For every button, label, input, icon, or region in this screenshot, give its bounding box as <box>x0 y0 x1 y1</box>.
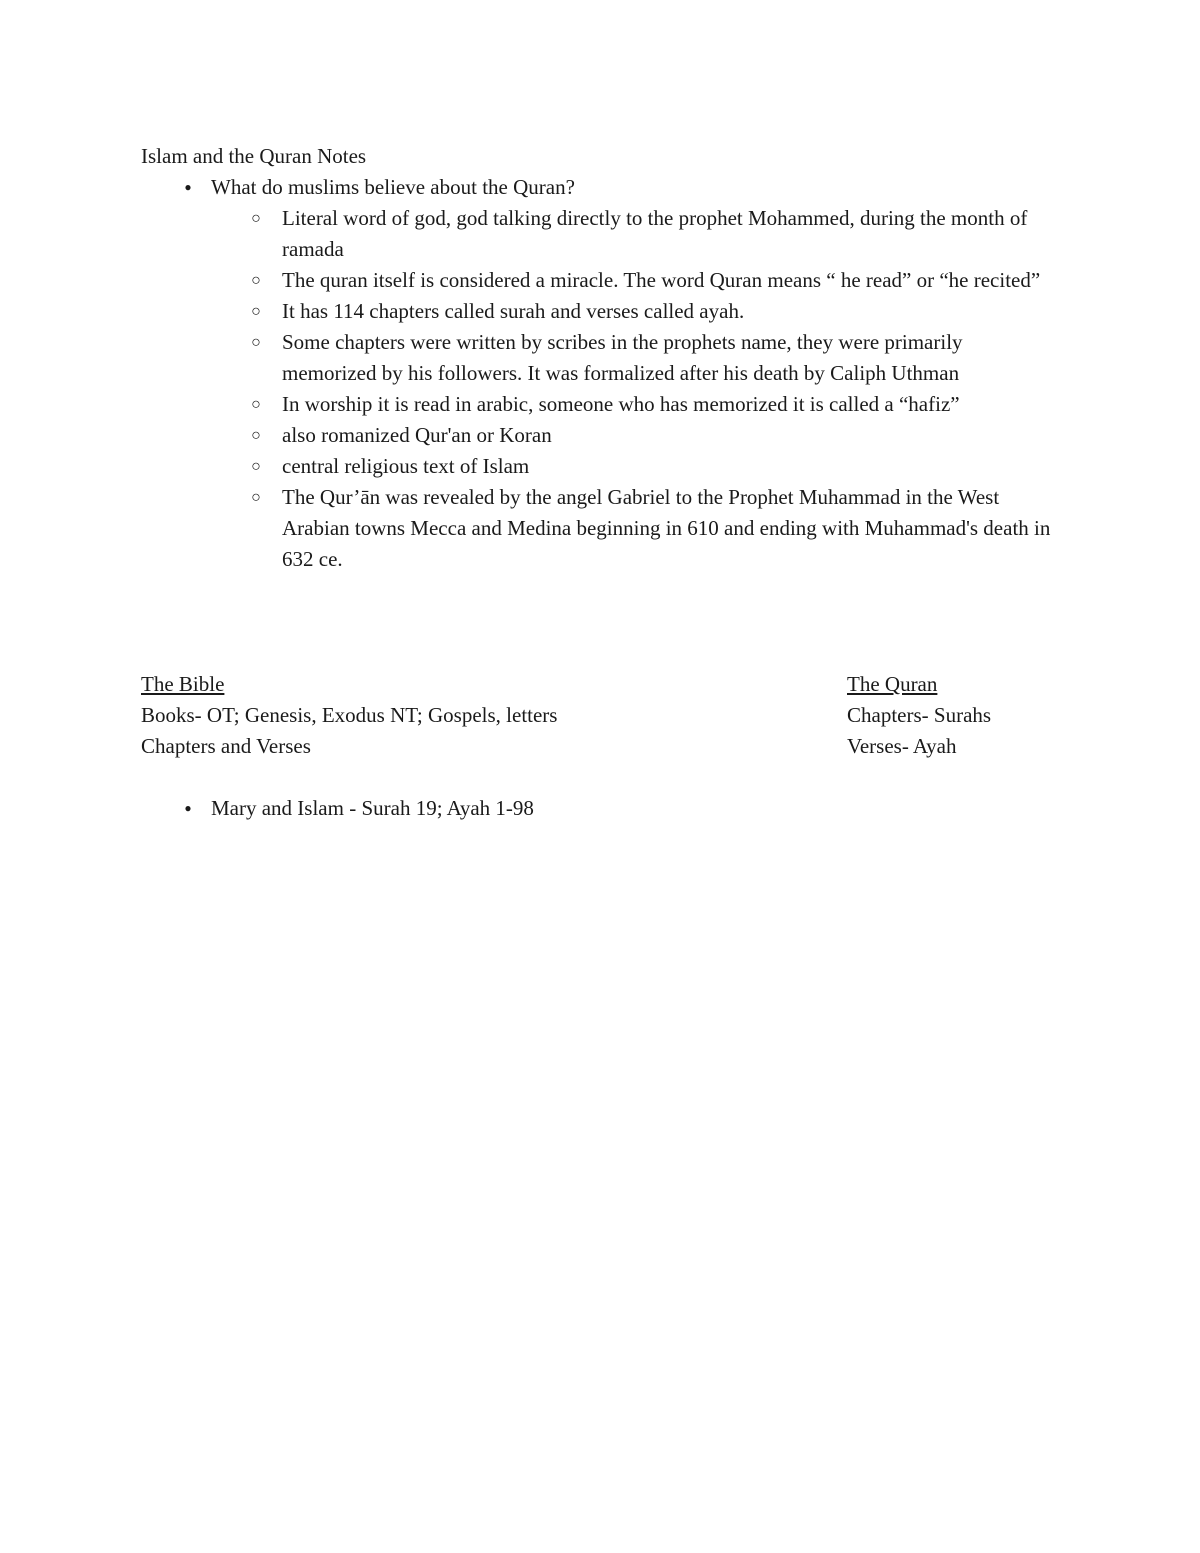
sub-bullet-list <box>211 203 1061 575</box>
quran-heading: The Quran <box>847 672 938 696</box>
bullet-circle-icon: ○ <box>251 458 261 475</box>
bullet-disc-icon: ● <box>184 180 192 194</box>
point-text: central religious text of Islam <box>282 454 530 478</box>
bullet-circle-icon: ○ <box>251 489 261 506</box>
question-text: What do muslims believe about the Quran? <box>211 175 575 199</box>
list-item <box>141 327 1061 389</box>
list-item <box>141 482 1061 575</box>
list-item <box>141 389 1061 420</box>
point-text: In worship it is read in arabic, someone who has memorized it is called a “hafiz” <box>282 392 960 416</box>
bullet-circle-icon: ○ <box>251 210 261 227</box>
point-text: It has 114 chapters called surah and verses called ayah. <box>282 299 745 323</box>
list-item-mary <box>141 793 1061 824</box>
list-item-question <box>141 172 1061 575</box>
bible-column <box>141 669 741 762</box>
quran-column <box>847 669 1067 762</box>
bible-quran-comparison <box>141 669 1061 764</box>
bullet-circle-icon: ○ <box>251 303 261 320</box>
list-item <box>141 420 1061 451</box>
final-bullet-text: Mary and Islam - Surah 19; Ayah 1-98 <box>211 796 534 820</box>
list-item <box>141 451 1061 482</box>
quran-chapters-line: Chapters- Surahs <box>847 703 992 727</box>
bullet-circle-icon: ○ <box>251 334 261 351</box>
list-item <box>141 265 1061 296</box>
point-text: The Qur’ān was revealed by the angel Gabriel to the Prophet Muhammad in the West Arabian towns Mecca and Medina beginning in 610 and ending with Muhammad's death in 632 ce. <box>282 485 1051 571</box>
point-text: Literal word of god, god talking directly to the prophet Mohammed, during the month of ramada <box>282 206 1028 261</box>
quran-verses-line: Verses- Ayah <box>847 734 957 758</box>
notes-section <box>141 141 1061 575</box>
final-bullet-list <box>141 793 1061 824</box>
list-item <box>141 296 1061 327</box>
point-text: Some chapters were written by scribes in the prophets name, they were primarily memorized by his followers. It was formalized after his death by Caliph Uthman <box>282 330 963 385</box>
point-text: also romanized Qur'an or Koran <box>282 423 552 447</box>
bullet-disc-icon: ● <box>184 801 192 815</box>
main-bullet-list <box>141 172 1061 575</box>
bible-chapters-line: Chapters and Verses <box>141 734 311 758</box>
bible-books-line: Books- OT; Genesis, Exodus NT; Gospels, letters <box>141 703 558 727</box>
bullet-circle-icon: ○ <box>251 427 261 444</box>
bullet-circle-icon: ○ <box>251 272 261 289</box>
final-bullet-section <box>141 793 1061 824</box>
point-text: The quran itself is considered a miracle. The word Quran means “ he read” or “he recited” <box>282 268 1041 292</box>
list-item <box>141 203 1061 265</box>
bullet-circle-icon: ○ <box>251 396 261 413</box>
document-title: Islam and the Quran Notes <box>141 144 367 168</box>
bible-heading: The Bible <box>141 672 225 696</box>
